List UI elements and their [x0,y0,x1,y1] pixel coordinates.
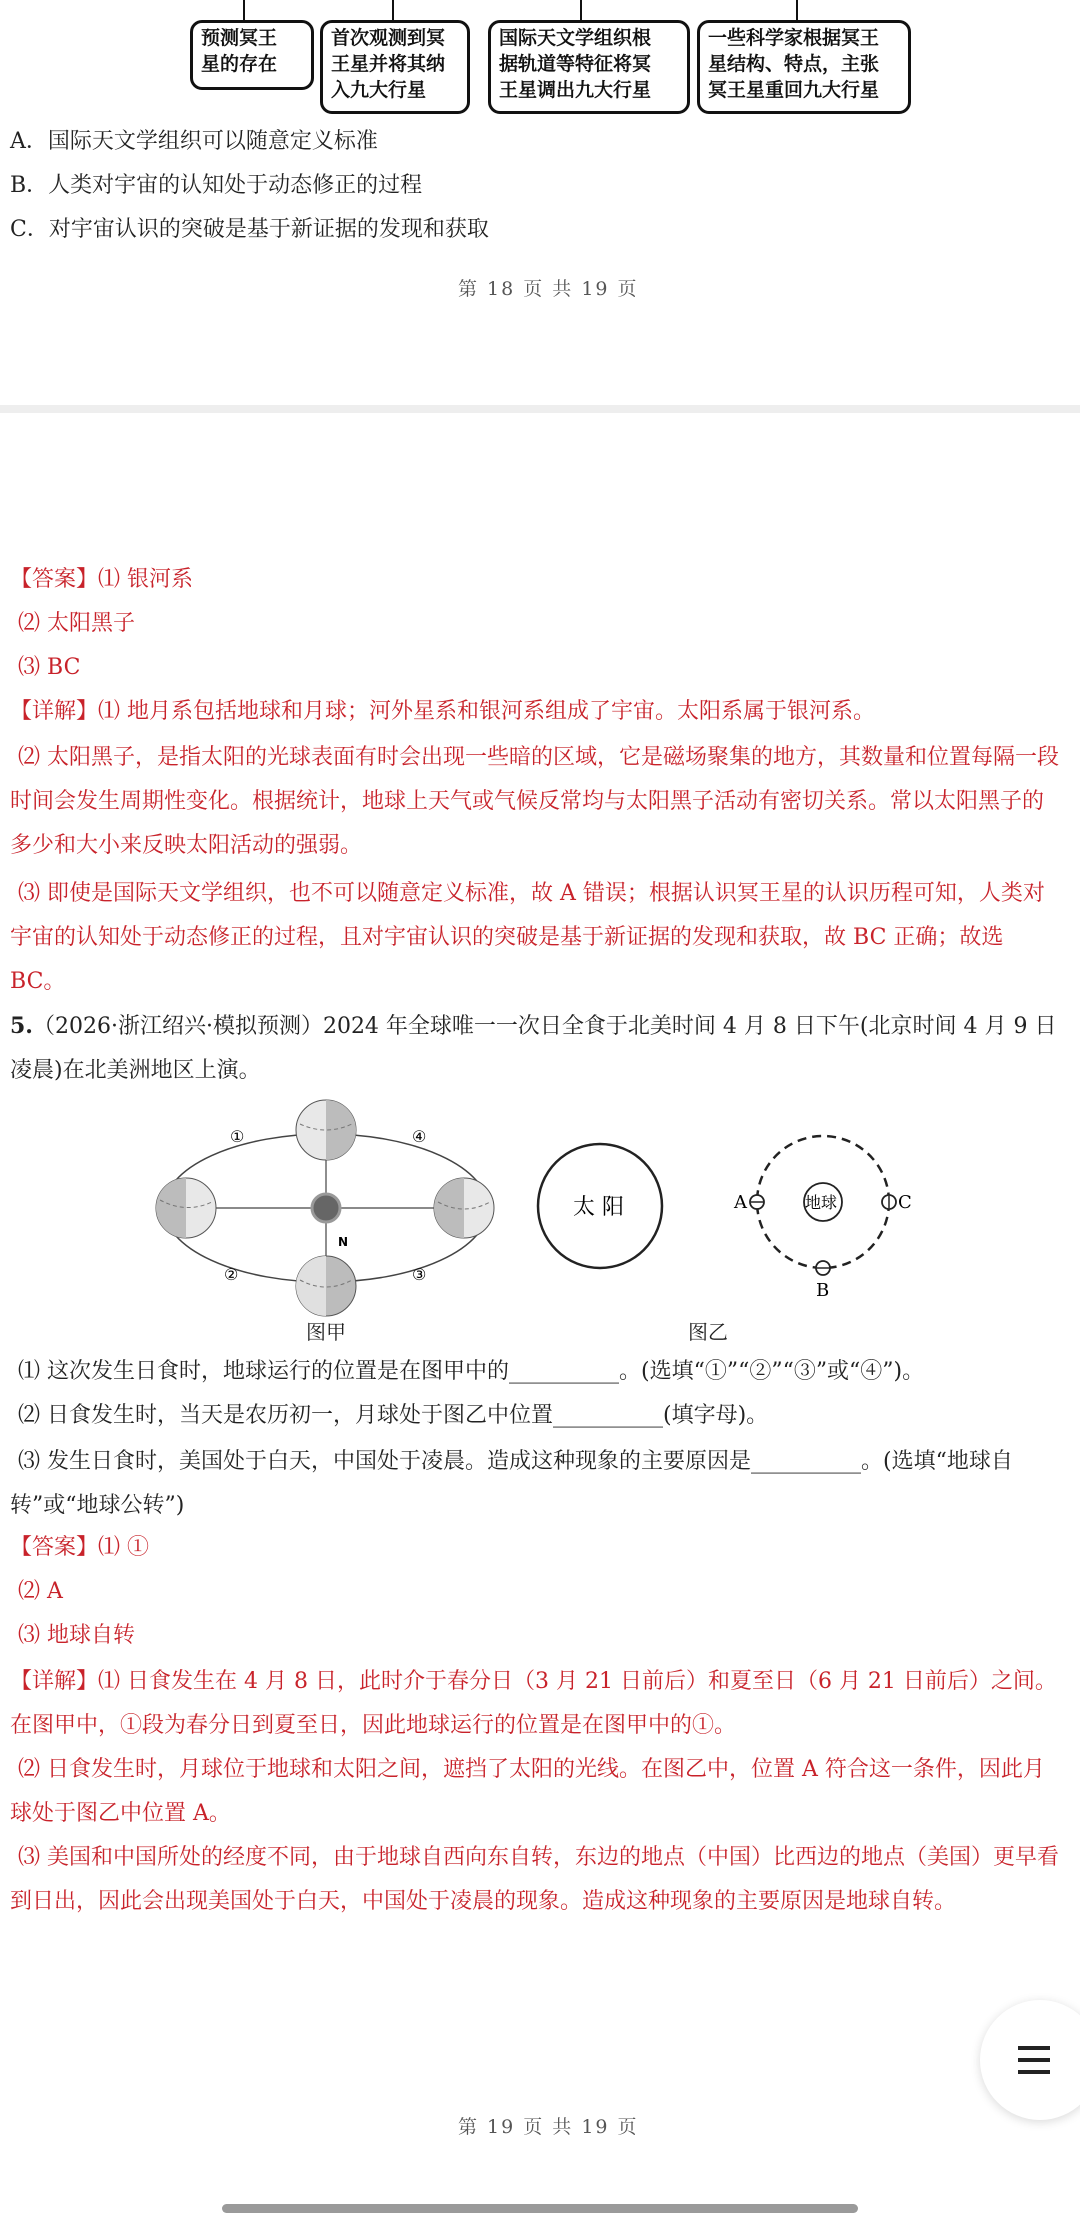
detail-label: 【详解】 [10,1669,99,1694]
detail-paragraph: ⑵ 日食发生时，月球位于地球和太阳之间，遮挡了太阳的光线。在图乙中，位置 A 符合这一条件，因此月球处于图乙中位置 A。 [10,1757,1045,1826]
menu-button[interactable] [980,2000,1080,2120]
earth-icon [296,1100,356,1160]
answer-label: 【答案】 [10,567,99,592]
detail-line [10,698,875,726]
detail-paragraph [10,1660,1060,1748]
timeline-box-2: 首次观测到冥 王星并将其纳 入九大行星 [320,20,470,114]
connector-line [392,0,394,22]
sub-question-3: ⑶ 发生日食时，美国处于白天，中国处于凌晨。造成这种现象的主要原因是__________。(选填“地球自转”或“地球公转”) [10,1449,1013,1518]
option-b: B．人类对宇宙的认知处于动态修正的过程 [10,173,423,198]
menu-icon [1018,2046,1052,2074]
point-label: B [816,1280,830,1301]
timeline-box-4: 一些科学家根据冥王 星结构、特点，主张 冥王星重回九大行星 [697,20,911,114]
sub-question-2: ⑵ 日食发生时，当天是农历初一，月球处于图乙中位置__________(填字母)。 [18,1403,769,1428]
page-divider [0,405,1080,413]
sub-question-1: ⑴ 这次发生日食时，地球运行的位置是在图甲中的__________。(选填“①”“②”“③”或“④”)。 [18,1359,925,1384]
position-label: ② [224,1265,239,1284]
answer-line: ⑴ 银河系 [98,567,194,592]
sun-icon [312,1194,340,1222]
connector-line [796,0,798,22]
connector-line [243,0,245,22]
connector-line [580,0,582,22]
question-number: 5. [10,1013,33,1039]
answer-line: ⑵ 太阳黑子 [18,611,135,636]
answer-block-5 [10,1534,149,1562]
question-5-stem [10,1004,1060,1093]
answer-line: ⑵ A [18,1579,63,1604]
figure-yi [530,1124,930,1304]
earth-icon [156,1178,216,1238]
home-indicator[interactable] [222,2204,858,2213]
option-a: A．国际天文学组织可以随意定义标准 [10,129,378,154]
detail-text: ⑴ 日食发生在 4 月 8 日，此时介于春分日（3 月 21 日前后）和夏至日（6 月 21 日前后）之间。在图甲中，①段为春分日到夏至日，因此地球运行的位置是在图甲中的①。 [10,1669,1057,1738]
point-label: C [898,1192,912,1213]
position-label: ④ [412,1127,427,1146]
answer-line: ⑶ BC [18,655,81,680]
figure-jia-orbit [150,1090,510,1350]
position-label: ③ [412,1265,427,1284]
earth-icon [434,1178,494,1238]
answer-label: 【答案】 [10,1535,99,1560]
option-c: C．对宇宙认识的突破是基于新证据的发现和获取 [10,217,489,242]
figure-yi-caption: 图乙 [688,1320,728,1344]
detail-paragraph: ⑶ 即使是国际天文学组织，也不可以随意定义标准，故 A 错误；根据认识冥王星的认识历程可知，人类对宇宙的认知处于动态修正的过程，且对宇宙认识的突破是基于新证据的发现和获取，故 BC 正确；故选 BC。 [10,881,1045,994]
figure-jia-caption: 图甲 [306,1320,346,1344]
timeline-box-3: 国际天文学组织根 据轨道等特征将冥 王星调出九大行星 [488,20,690,114]
answer-line: ⑴ ① [98,1535,150,1560]
north-label: N [338,1235,349,1249]
sun-label: 太 阳 [573,1195,624,1220]
earth-label: 地球 [805,1193,838,1212]
timeline-box-1: 预测冥王 星的存在 [190,20,314,90]
answer-block-4 [10,566,193,594]
page-number-19: 第 19 页 共 19 页 [458,2116,639,2138]
detail-label: 【详解】 [10,699,99,724]
page-number-18: 第 18 页 共 19 页 [458,278,639,300]
detail-text: ⑴ 地月系包括地球和月球；河外星系和银河系组成了宇宙。太阳系属于银河系。 [98,699,876,724]
detail-paragraph: ⑵ 太阳黑子，是指太阳的光球表面有时会出现一些暗的区域，它是磁场聚集的地方，其数量和位置每隔一段时间会发生周期性变化。根据统计，地球上天气或气候反常均与太阳黑子活动有密切关系。常以太阳黑子的多少和大小来反映太阳活动的强弱。 [10,745,1059,858]
question-text: （2026·浙江绍兴·模拟预测）2024 年全球唯一一次日全食于北美时间 4 月 8 日下午(北京时间 4 月 9 日凌晨)在北美洲地区上演。 [10,1014,1057,1083]
detail-paragraph: ⑶ 美国和中国所处的经度不同，由于地球自西向东自转，东边的地点（中国）比西边的地点（美国）更早看到日出，因此会出现美国处于白天，中国处于凌晨的现象。造成这种现象的主要原因是地球自转。 [10,1845,1059,1914]
earth-icon [296,1256,356,1316]
point-label: A [734,1192,747,1213]
answer-line: ⑶ 地球自转 [18,1623,135,1648]
position-label: ① [230,1127,245,1146]
